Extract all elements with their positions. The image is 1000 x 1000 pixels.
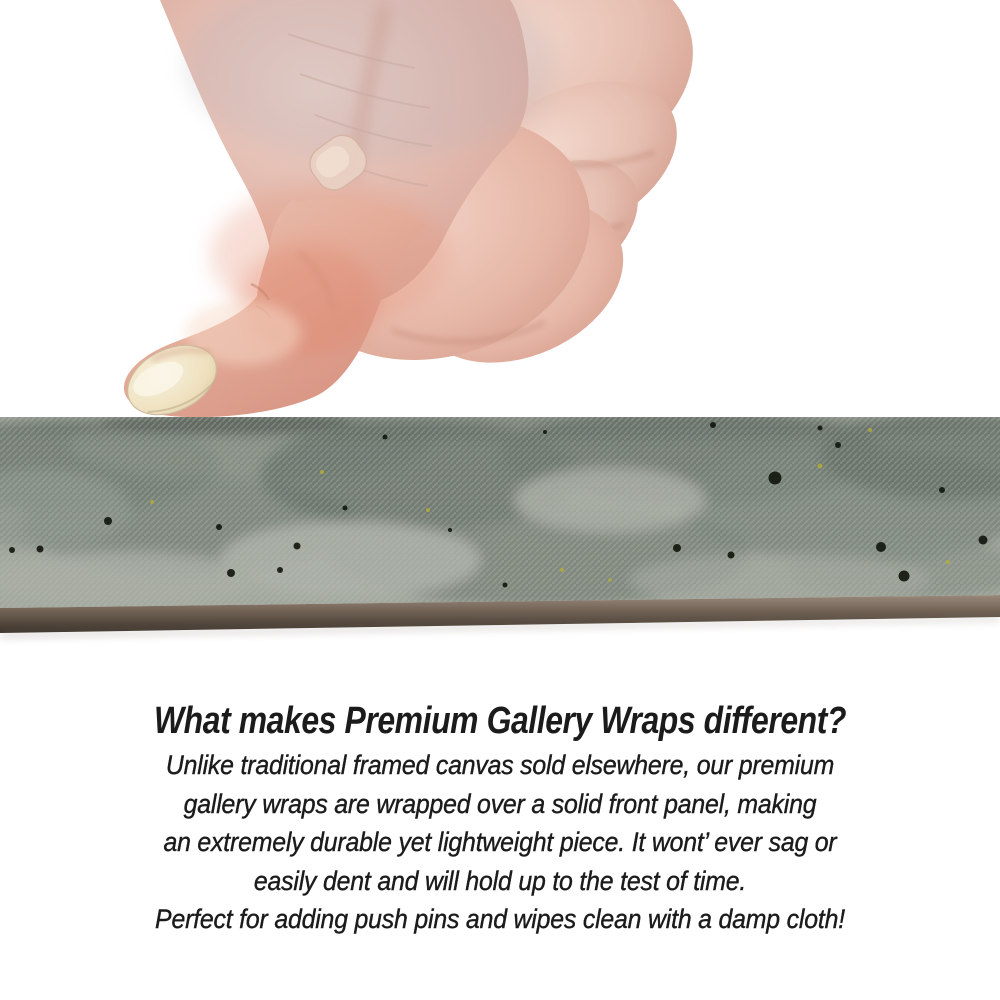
headline: What makes Premium Gallery Wraps different? xyxy=(153,700,847,742)
description-block xyxy=(0,698,1000,939)
canvas-edge-photo xyxy=(0,410,1000,650)
canvas-edge-illustration xyxy=(0,410,1000,650)
body-line-4: easily dent and will hold up to the test of time. xyxy=(253,865,747,896)
body-line-3: an extremely durable yet lightweight piece. It wont’ ever sag or xyxy=(163,827,837,857)
body-line-2: gallery wraps are wrapped over a solid front panel, making xyxy=(183,788,817,819)
hand-pressing-canvas-illustration xyxy=(0,0,1000,420)
body-line-1: Unlike traditional framed canvas sold elsewhere, our premium xyxy=(165,750,835,780)
body-line-5: Perfect for adding push pins and wipes clean with a damp cloth! xyxy=(155,904,845,934)
hand-photo xyxy=(0,0,1000,420)
canvas-texture xyxy=(0,410,1000,615)
